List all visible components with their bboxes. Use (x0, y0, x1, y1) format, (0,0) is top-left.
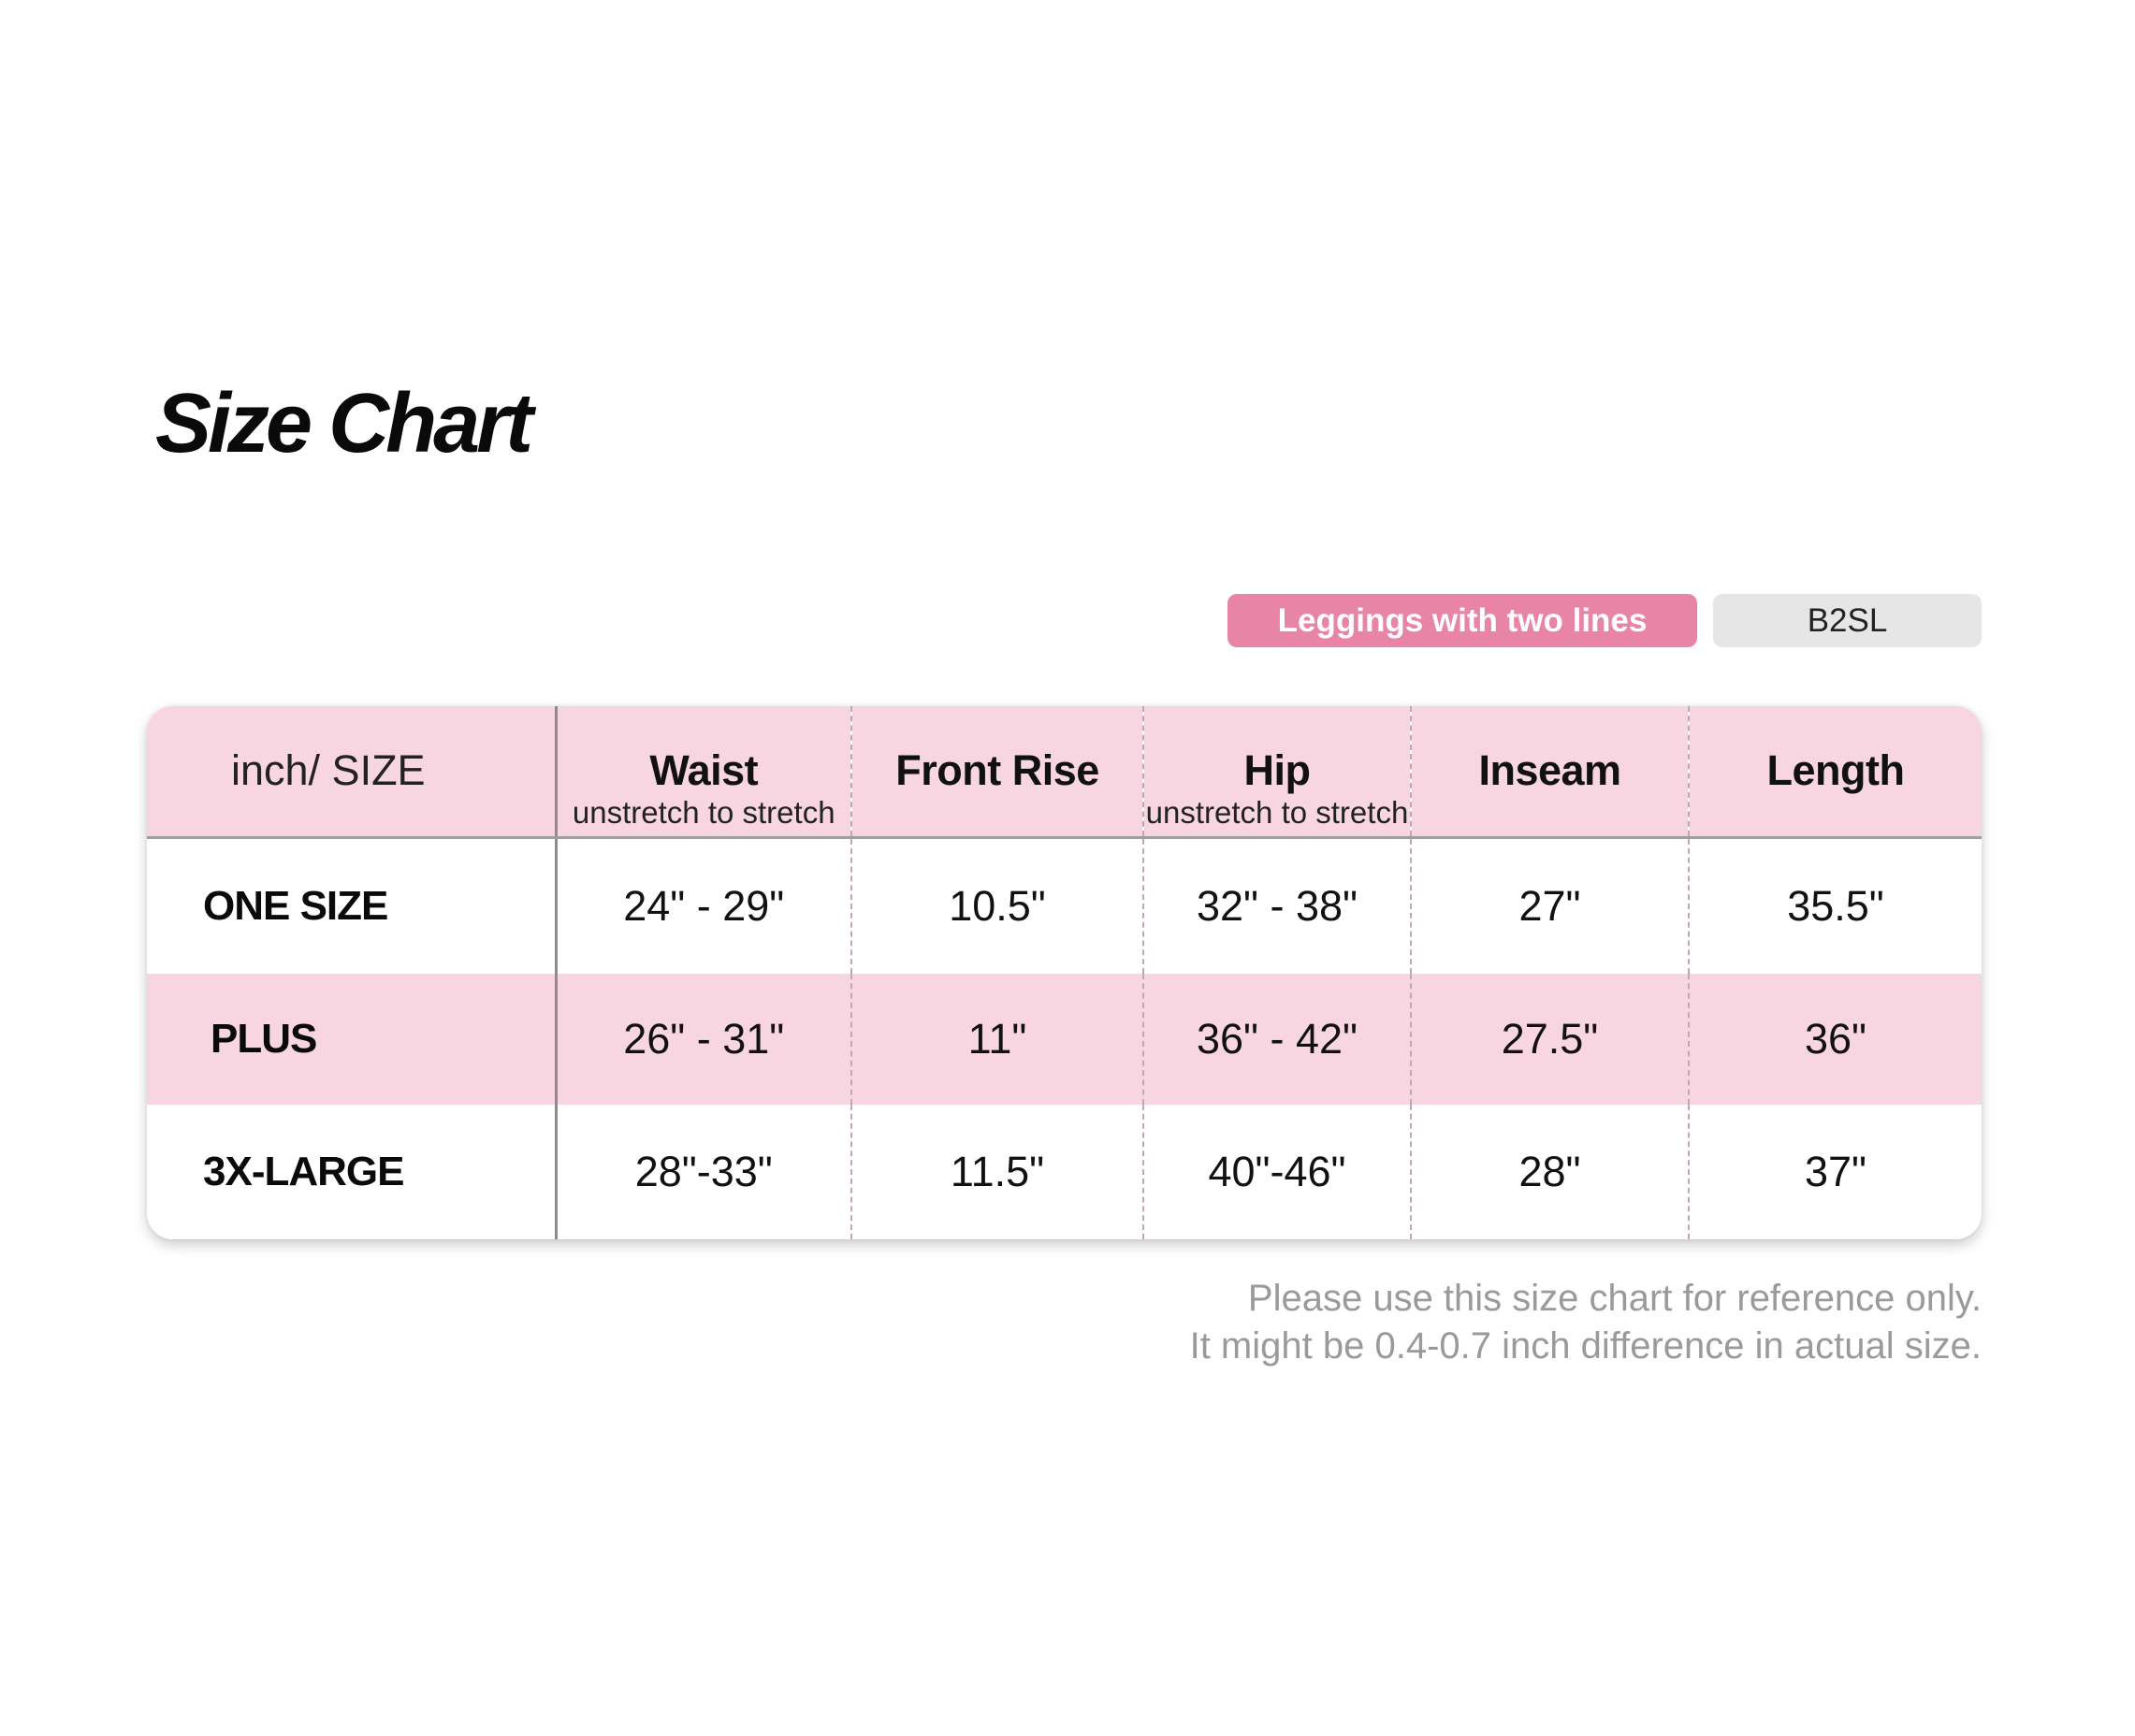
table-row (147, 1105, 1982, 1239)
column-title: Front Rise (895, 746, 1099, 795)
measurement-value: 36" (1804, 1015, 1867, 1063)
table-cell (1143, 837, 1411, 974)
measurement-value: 10.5" (949, 881, 1046, 930)
table-cell (851, 1105, 1143, 1239)
table-cell (1689, 1105, 1982, 1239)
table-row (147, 837, 1982, 974)
measurement-value: 24" - 29" (623, 881, 785, 930)
column-header-front-rise (851, 706, 1143, 837)
size-label: PLUS (211, 1016, 317, 1062)
table-cell (1689, 837, 1982, 974)
size-label: 3X-LARGE (203, 1149, 404, 1194)
table-cell (1143, 974, 1411, 1105)
corner-header (147, 706, 556, 837)
column-subtitle: unstretch to stretch (572, 794, 835, 830)
measurement-value: 27.5" (1501, 1015, 1599, 1063)
measurement-value: 26" - 31" (623, 1015, 785, 1063)
column-header-waist (556, 706, 851, 837)
unit-size-label: inch/ SIZE (231, 746, 426, 795)
column-title: Inseam (1478, 746, 1621, 795)
table-cell (1411, 974, 1689, 1105)
measurement-value: 28"-33" (634, 1148, 773, 1195)
product-code-tag: B2SL (1713, 594, 1982, 647)
size-cell (147, 837, 556, 974)
measurement-value: 37" (1804, 1148, 1867, 1195)
measurement-value: 11.5" (950, 1148, 1045, 1195)
measurement-value: 28" (1518, 1148, 1581, 1195)
column-title: Length (1766, 746, 1905, 795)
size-label: ONE SIZE (203, 882, 388, 929)
page-title: Size Chart (155, 377, 530, 470)
table-cell (851, 837, 1143, 974)
table-cell (851, 974, 1143, 1105)
table-cell (556, 1105, 851, 1239)
column-title: Hip (1243, 746, 1311, 795)
table-header-row (147, 706, 1982, 837)
measurement-value: 32" - 38" (1196, 881, 1358, 930)
column-header-hip (1143, 706, 1411, 837)
measurement-value: 35.5" (1787, 881, 1884, 930)
size-chart-table (147, 706, 1982, 1239)
measurement-value: 27" (1518, 881, 1581, 930)
table-cell (1411, 837, 1689, 974)
size-cell (147, 974, 556, 1105)
reference-note-line: It might be 0.4-0.7 inch difference in actual size. (1189, 1325, 1982, 1367)
reference-note-line: Please use this size chart for reference only. (1247, 1278, 1982, 1319)
measurement-value: 36" - 42" (1196, 1015, 1358, 1063)
table-cell (1411, 1105, 1689, 1239)
size-cell (147, 1105, 556, 1239)
table-row (147, 974, 1982, 1105)
product-name-tag: Leggings with two lines (1227, 594, 1697, 647)
table-cell (1143, 1105, 1411, 1239)
table-cell (1689, 974, 1982, 1105)
column-header-inseam (1411, 706, 1689, 837)
measurement-value: 40"-46" (1208, 1148, 1346, 1195)
column-header-length (1689, 706, 1982, 837)
table-cell (556, 837, 851, 974)
table-cell (556, 974, 851, 1105)
column-subtitle: unstretch to stretch (1145, 794, 1409, 830)
measurement-value: 11" (967, 1015, 1027, 1063)
reference-note (1190, 1275, 1982, 1370)
column-title: Waist (649, 746, 759, 795)
